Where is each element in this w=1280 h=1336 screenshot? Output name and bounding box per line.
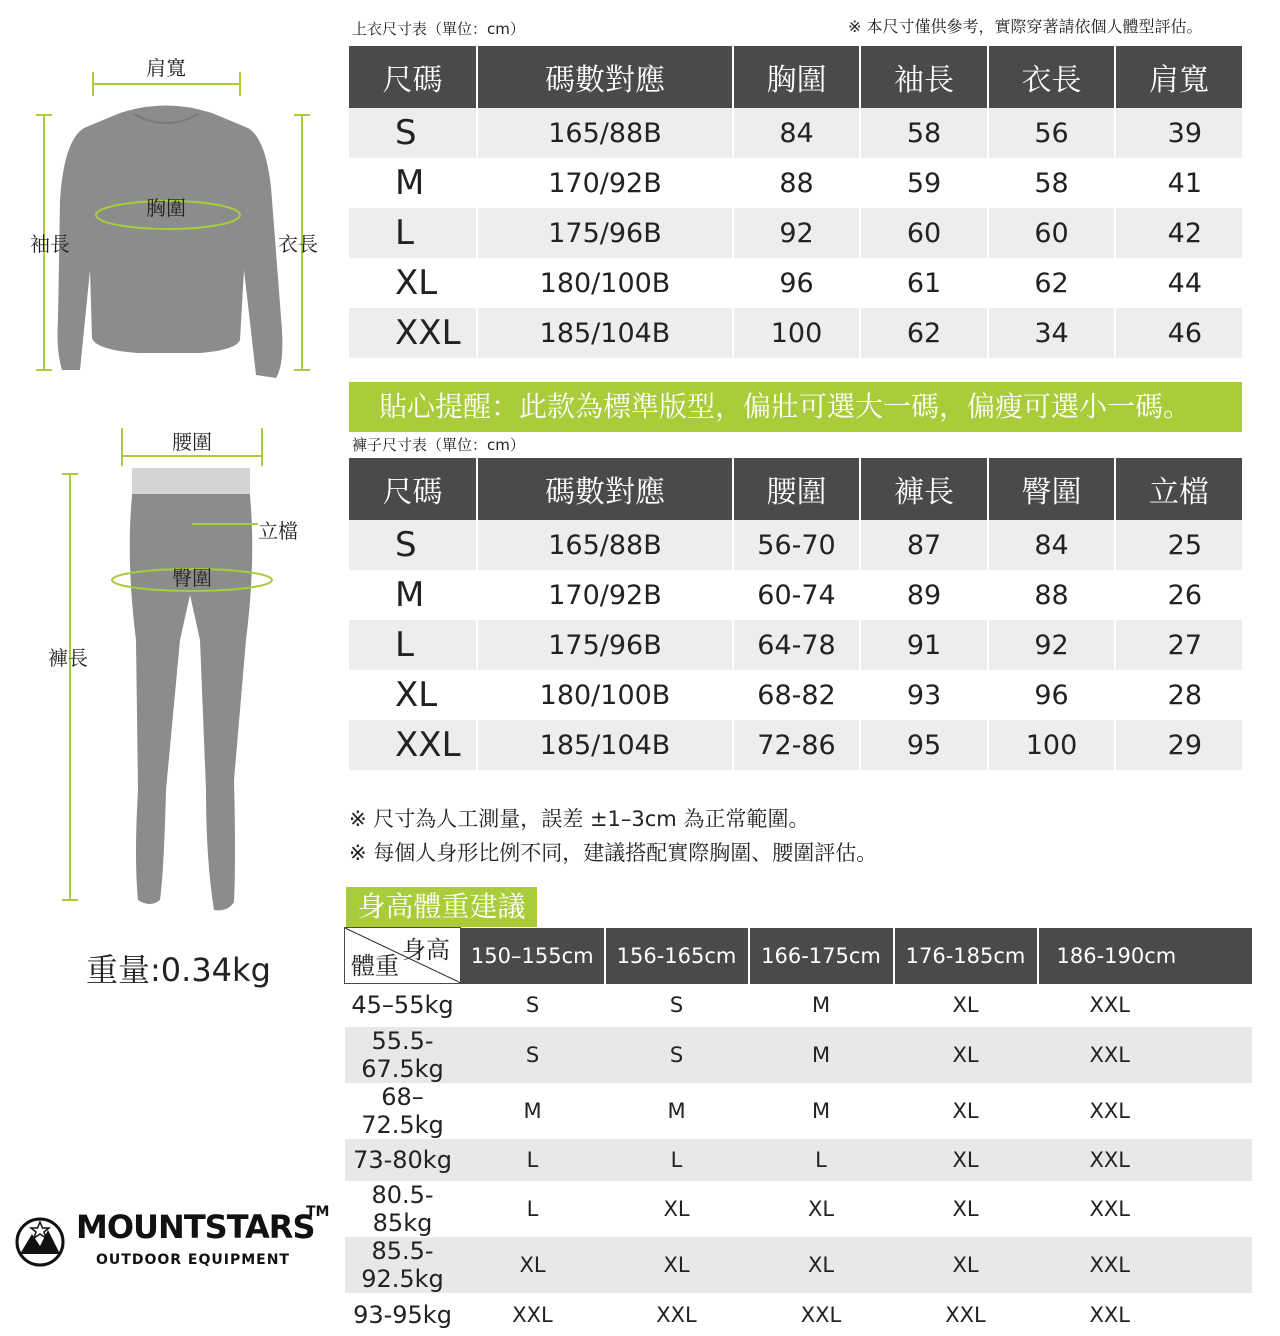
brand-tagline: OUTDOOR EQUIPMENT xyxy=(96,1252,290,1268)
weight-cell: 80.5-85kg xyxy=(371,1181,434,1238)
weight-cell: 68–72.5kg xyxy=(361,1082,444,1139)
pants-table-caption: 褲子尺寸表（單位：cm） xyxy=(352,436,525,454)
pants-length-label: 褲長 xyxy=(48,646,88,670)
value-cell: 100 xyxy=(733,308,860,358)
size-cell: XXL xyxy=(800,1302,842,1327)
weight-cell: 73-80kg xyxy=(345,1139,461,1182)
top-size-table xyxy=(349,46,1242,358)
value-cell: 64-78 xyxy=(733,620,860,670)
code-cell: 180/100B xyxy=(477,258,733,308)
value-cell: 87 xyxy=(860,520,988,570)
value-cell: 25 xyxy=(1115,520,1242,570)
header-cell: 腰圍 xyxy=(733,458,860,520)
table-row xyxy=(349,670,1242,720)
height-header: 186-190cm xyxy=(1038,928,1252,984)
value-cell: 95 xyxy=(860,720,988,770)
corner-weight-label: 體重 xyxy=(351,952,399,980)
trademark-mark: TM xyxy=(306,1204,330,1220)
table-row xyxy=(345,984,1252,1027)
size-cell: M xyxy=(667,1098,686,1123)
size-cell: L xyxy=(349,208,477,258)
size-cell: S xyxy=(605,1027,749,1083)
value-cell: 27 xyxy=(1115,620,1242,670)
header-cell: 尺碼 xyxy=(349,458,477,520)
code-cell: 170/92B xyxy=(477,158,733,208)
size-cell: XXL xyxy=(349,720,477,770)
table-row xyxy=(349,570,1242,620)
table-row xyxy=(349,720,1242,770)
value-cell: 88 xyxy=(733,158,860,208)
size-cell: XL xyxy=(952,1197,979,1222)
size-cell: XL xyxy=(952,993,979,1018)
table-row xyxy=(345,1027,1252,1083)
body-length-label: 衣長 xyxy=(278,232,318,256)
header-cell: 肩寬 xyxy=(1115,46,1242,108)
header-cell: 碼數對應 xyxy=(477,458,733,520)
value-cell: 56-70 xyxy=(733,520,860,570)
value-cell: 61 xyxy=(860,258,988,308)
header-cell: 袖長 xyxy=(860,46,988,108)
brand-name: MOUNTSTARS xyxy=(76,1208,315,1246)
top-table-header xyxy=(349,46,1242,108)
code-cell: 180/100B xyxy=(477,670,733,720)
table-row xyxy=(345,1083,1252,1139)
value-cell: 93 xyxy=(860,670,988,720)
pants-shape xyxy=(130,468,253,910)
product-weight: 重量:0.34kg xyxy=(86,951,271,989)
size-cell: L xyxy=(526,1197,539,1222)
table-row xyxy=(349,208,1242,258)
height-header: 166-175cm xyxy=(749,928,894,984)
value-cell: 100 xyxy=(988,720,1115,770)
size-cell: XL xyxy=(894,1139,1038,1182)
chest-label: 胸圍 xyxy=(146,196,186,220)
size-cell: XL xyxy=(894,1027,1038,1083)
size-cell: XXL xyxy=(1038,1027,1252,1083)
value-cell: 44 xyxy=(1167,267,1202,299)
value-cell: 84 xyxy=(733,108,860,158)
size-cell: XL xyxy=(894,1237,1038,1293)
value-cell: 72-86 xyxy=(733,720,860,770)
size-cell: L xyxy=(461,1139,605,1182)
table-row xyxy=(349,308,1242,358)
table-row xyxy=(345,1293,1252,1336)
value-cell: 46 xyxy=(1115,308,1242,358)
size-cell: XXL xyxy=(656,1302,697,1327)
size-cell: XL xyxy=(749,1237,894,1293)
value-cell: 68-82 xyxy=(733,670,860,720)
corner-header xyxy=(345,928,461,984)
size-cell: M xyxy=(349,570,477,620)
header-cell: 褲長 xyxy=(860,458,988,520)
header-cell: 衣長 xyxy=(988,46,1115,108)
size-cell: XXL xyxy=(1038,1139,1252,1182)
value-cell: 60 xyxy=(988,208,1115,258)
value-cell: 96 xyxy=(733,258,860,308)
code-cell: 175/96B xyxy=(477,620,733,670)
table-row xyxy=(349,258,1242,308)
table-row xyxy=(349,108,1242,158)
size-cell: L xyxy=(749,1139,894,1182)
value-cell: 59 xyxy=(860,158,988,208)
size-cell: XXL xyxy=(945,1302,986,1327)
size-cell: M xyxy=(749,1027,894,1083)
size-cell: XL xyxy=(663,1197,690,1222)
body-shape-note: ※ 每個人身形比例不同，建議搭配實際胸圍、腰圍評估。 xyxy=(349,841,878,865)
value-cell: 42 xyxy=(1115,208,1242,258)
garment-drawing xyxy=(0,0,340,930)
header-cell: 尺碼 xyxy=(349,46,477,108)
code-cell: 185/104B xyxy=(477,720,733,770)
mountain-star-icon xyxy=(14,1216,66,1268)
value-cell: 60 xyxy=(860,208,988,258)
size-cell: XXL xyxy=(1089,1302,1130,1327)
code-cell: 170/92B xyxy=(477,570,733,620)
value-cell: 39 xyxy=(1115,108,1242,158)
table-row xyxy=(349,620,1242,670)
size-cell: S xyxy=(461,1027,605,1083)
code-cell: 175/96B xyxy=(477,208,733,258)
value-cell: 29 xyxy=(1115,720,1242,770)
size-cell: XXL xyxy=(1089,1098,1130,1123)
height-header: 176-185cm xyxy=(894,928,1038,984)
table-row xyxy=(345,1181,1252,1237)
size-cell: XL xyxy=(349,670,477,720)
measurement-note: ※ 尺寸為人工測量，誤差 ±1–3cm 為正常範圍。 xyxy=(349,807,810,831)
size-cell: M xyxy=(811,1098,831,1123)
header-cell: 胸圍 xyxy=(733,46,860,108)
size-cell: S xyxy=(525,993,540,1018)
value-cell: 89 xyxy=(860,570,988,620)
size-cell: M xyxy=(349,158,477,208)
waist-label: 腰圍 xyxy=(172,430,212,454)
size-cell: S xyxy=(349,108,477,158)
size-cell: S xyxy=(669,993,684,1018)
table-row xyxy=(349,520,1242,570)
value-cell: 26 xyxy=(1167,579,1202,611)
value-cell: 84 xyxy=(988,520,1115,570)
value-cell: 41 xyxy=(1167,167,1202,199)
height-header: 156-165cm xyxy=(605,928,749,984)
shoulder-label: 肩寬 xyxy=(146,56,186,80)
pants-size-table xyxy=(349,458,1242,770)
value-cell: 92 xyxy=(988,620,1115,670)
size-cell: M xyxy=(523,1098,542,1123)
value-cell: 58 xyxy=(988,158,1115,208)
size-cell: XXL xyxy=(349,308,477,358)
value-cell: 96 xyxy=(988,670,1115,720)
value-cell: 34 xyxy=(988,308,1115,358)
size-cell: XXL xyxy=(512,1302,553,1327)
size-cell: XXL xyxy=(1038,1237,1252,1293)
height-weight-table xyxy=(344,927,1252,1336)
height-header: 150–155cm xyxy=(461,928,605,984)
table-row xyxy=(345,1139,1252,1182)
size-cell: L xyxy=(349,620,477,670)
size-cell: XL xyxy=(349,258,477,308)
sleeve-length-label: 袖長 xyxy=(30,232,70,256)
top-table-caption: 上衣尺寸表（單位：cm） xyxy=(352,20,525,38)
shirt-shape xyxy=(58,106,283,379)
size-cell: XXL xyxy=(1089,993,1130,1018)
size-cell: M xyxy=(811,993,831,1018)
table-row xyxy=(345,1237,1252,1293)
value-cell: 62 xyxy=(988,258,1115,308)
code-cell: 165/88B xyxy=(477,108,733,158)
header-cell: 臀圍 xyxy=(988,458,1115,520)
value-cell: 88 xyxy=(988,570,1115,620)
value-cell: 92 xyxy=(733,208,860,258)
weight-cell: 85.5-92.5kg xyxy=(345,1237,461,1293)
size-cell: XL xyxy=(952,1098,979,1123)
height-weight-title: 身高體重建議 xyxy=(346,887,537,927)
fit-tip-banner: 貼心提醒：此款為標準版型，偏壯可選大一碼，偏瘦可選小一碼。 xyxy=(349,382,1242,432)
value-cell: 60-74 xyxy=(733,570,860,620)
weight-cell: 55.5-67.5kg xyxy=(345,1027,461,1083)
size-cell: XXL xyxy=(1089,1197,1130,1222)
rise-label: 立檔 xyxy=(258,519,298,543)
code-cell: 165/88B xyxy=(477,520,733,570)
weight-cell: 45–55kg xyxy=(351,991,454,1020)
pants-table-header xyxy=(349,458,1242,520)
height-weight-header xyxy=(345,928,1252,984)
table-row xyxy=(349,158,1242,208)
size-cell: L xyxy=(605,1139,749,1182)
value-cell: 56 xyxy=(988,108,1115,158)
weight-cell: 93-95kg xyxy=(353,1300,452,1329)
top-table-note: ※ 本尺寸僅供參考，實際穿著請依個人體型評估。 xyxy=(848,17,1203,36)
size-cell: S xyxy=(349,520,477,570)
value-cell: 58 xyxy=(860,108,988,158)
size-cell: XL xyxy=(461,1237,605,1293)
value-cell: 91 xyxy=(860,620,988,670)
size-cell: XL xyxy=(807,1197,835,1222)
header-cell: 立檔 xyxy=(1115,458,1242,520)
value-cell: 62 xyxy=(860,308,988,358)
size-cell: XL xyxy=(605,1237,749,1293)
corner-height-label: 身高 xyxy=(402,936,450,964)
code-cell: 185/104B xyxy=(477,308,733,358)
value-cell: 28 xyxy=(1167,679,1202,711)
header-cell: 碼數對應 xyxy=(477,46,733,108)
hip-label: 臀圍 xyxy=(172,566,212,590)
